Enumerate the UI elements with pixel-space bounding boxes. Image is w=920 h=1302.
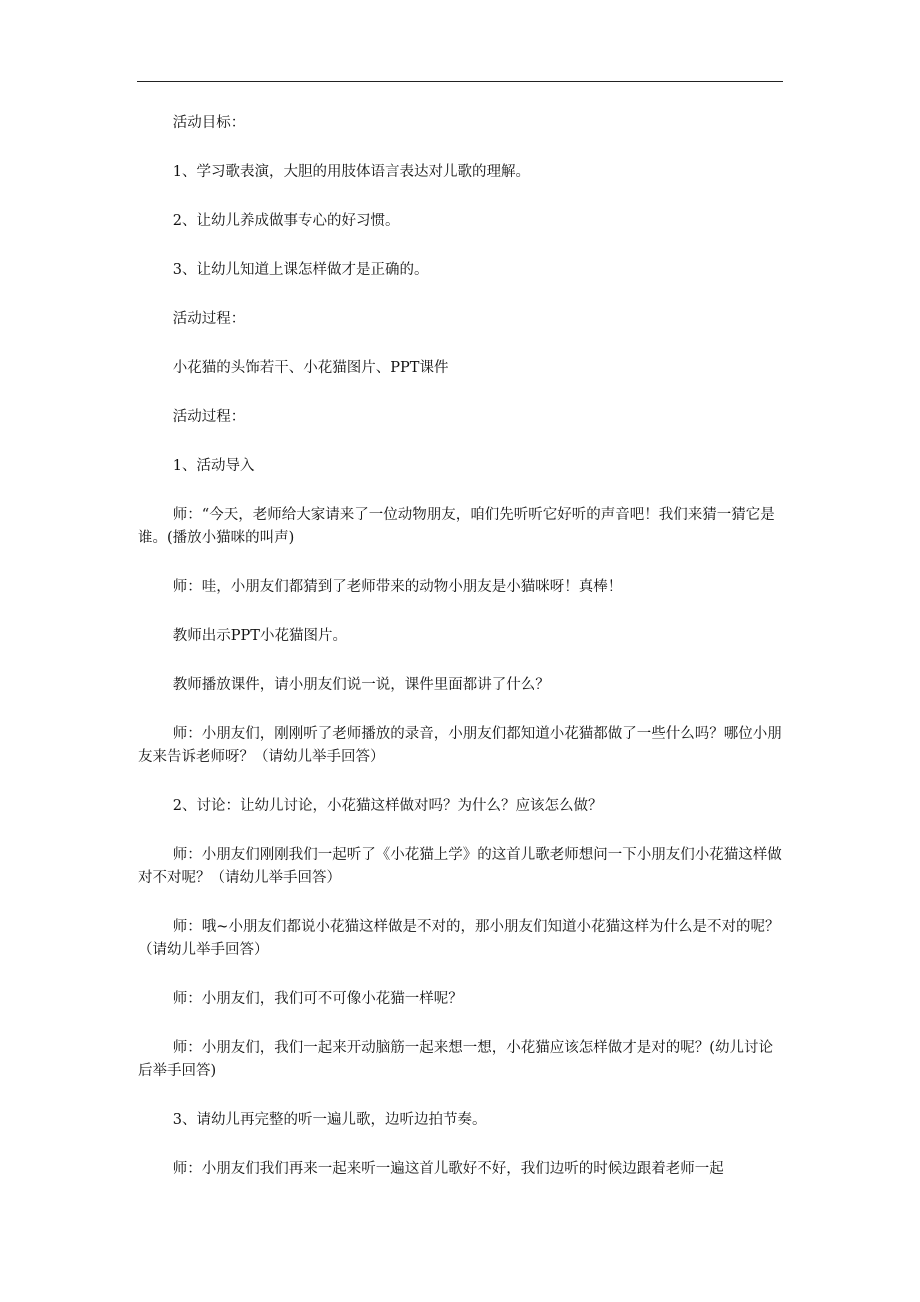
step-heading-1: 1、活动导入: [172, 458, 255, 474]
goal-item-2: 2、让幼儿养成做事专心的好习惯。: [172, 213, 400, 229]
section-heading-process-2: 活动过程：: [172, 409, 246, 425]
instruction-line-2: 教师播放课件，请小朋友们说一说，课件里面都讲了什么？: [172, 677, 550, 693]
teacher-line-7: 师：小朋友们，我们一起来开动脑筋一起来想一想，小花猫应该怎样做才是对的呢？(幼儿讨论后举手回答): [138, 1040, 773, 1079]
step-heading-3: 3、请幼儿再完整的听一遍儿歌，边听边拍节奏。: [172, 1112, 487, 1128]
instruction-line-1: 教师出示PPT小花猫图片。: [172, 628, 347, 644]
section-heading-process-1: 活动过程：: [172, 311, 246, 327]
goal-item-3: 3、让幼儿知道上课怎样做才是正确的。: [172, 262, 429, 278]
teacher-line-4: 师：小朋友们刚刚我们一起听了《小花猫上学》的这首儿歌老师想问一下小朋友们小花猫这样做对不对呢？（请幼儿举手回答）: [138, 847, 782, 886]
section-heading-goals: 活动目标：: [172, 115, 246, 131]
teacher-line-2: 师：哇，小朋友们都猜到了老师带来的动物小朋友是小猫咪呀！真棒！: [172, 579, 623, 595]
teacher-line-1: 师：“今天，老师给大家请来了一位动物朋友，咱们先听听它好听的声音吧！我们来猜一猜它是谁。(播放小猫咪的叫声): [138, 507, 775, 546]
document-body: [138, 112, 784, 1207]
step-heading-2: 2、讨论：让幼儿讨论，小花猫这样做对吗？为什么？应该怎么做？: [172, 798, 603, 814]
goal-item-1: 1、学习歌表演，大胆的用肢体语言表达对儿歌的理解。: [172, 164, 531, 180]
header-rule: [137, 81, 783, 82]
teacher-line-6: 师：小朋友们，我们可不可像小花猫一样呢？: [172, 991, 463, 1007]
teacher-line-8: 师：小朋友们我们再来一起来听一遍这首儿歌好不好，我们边听的时候边跟着老师一起: [172, 1161, 724, 1177]
teacher-line-3: 师：小朋友们，刚刚听了老师播放的录音，小朋友们都知道小花猫都做了一些什么吗？哪位小朋友来告诉老师呀？（请幼儿举手回答）: [138, 726, 782, 765]
teacher-line-5: 师：哦~小朋友们都说小花猫这样做是不对的，那小朋友们知道小花猫这样为什么是不对的呢？（请幼儿举手回答）: [138, 919, 780, 958]
materials-paragraph: 小花猫的头饰若干、小花猫图片、PPT课件: [172, 360, 449, 376]
